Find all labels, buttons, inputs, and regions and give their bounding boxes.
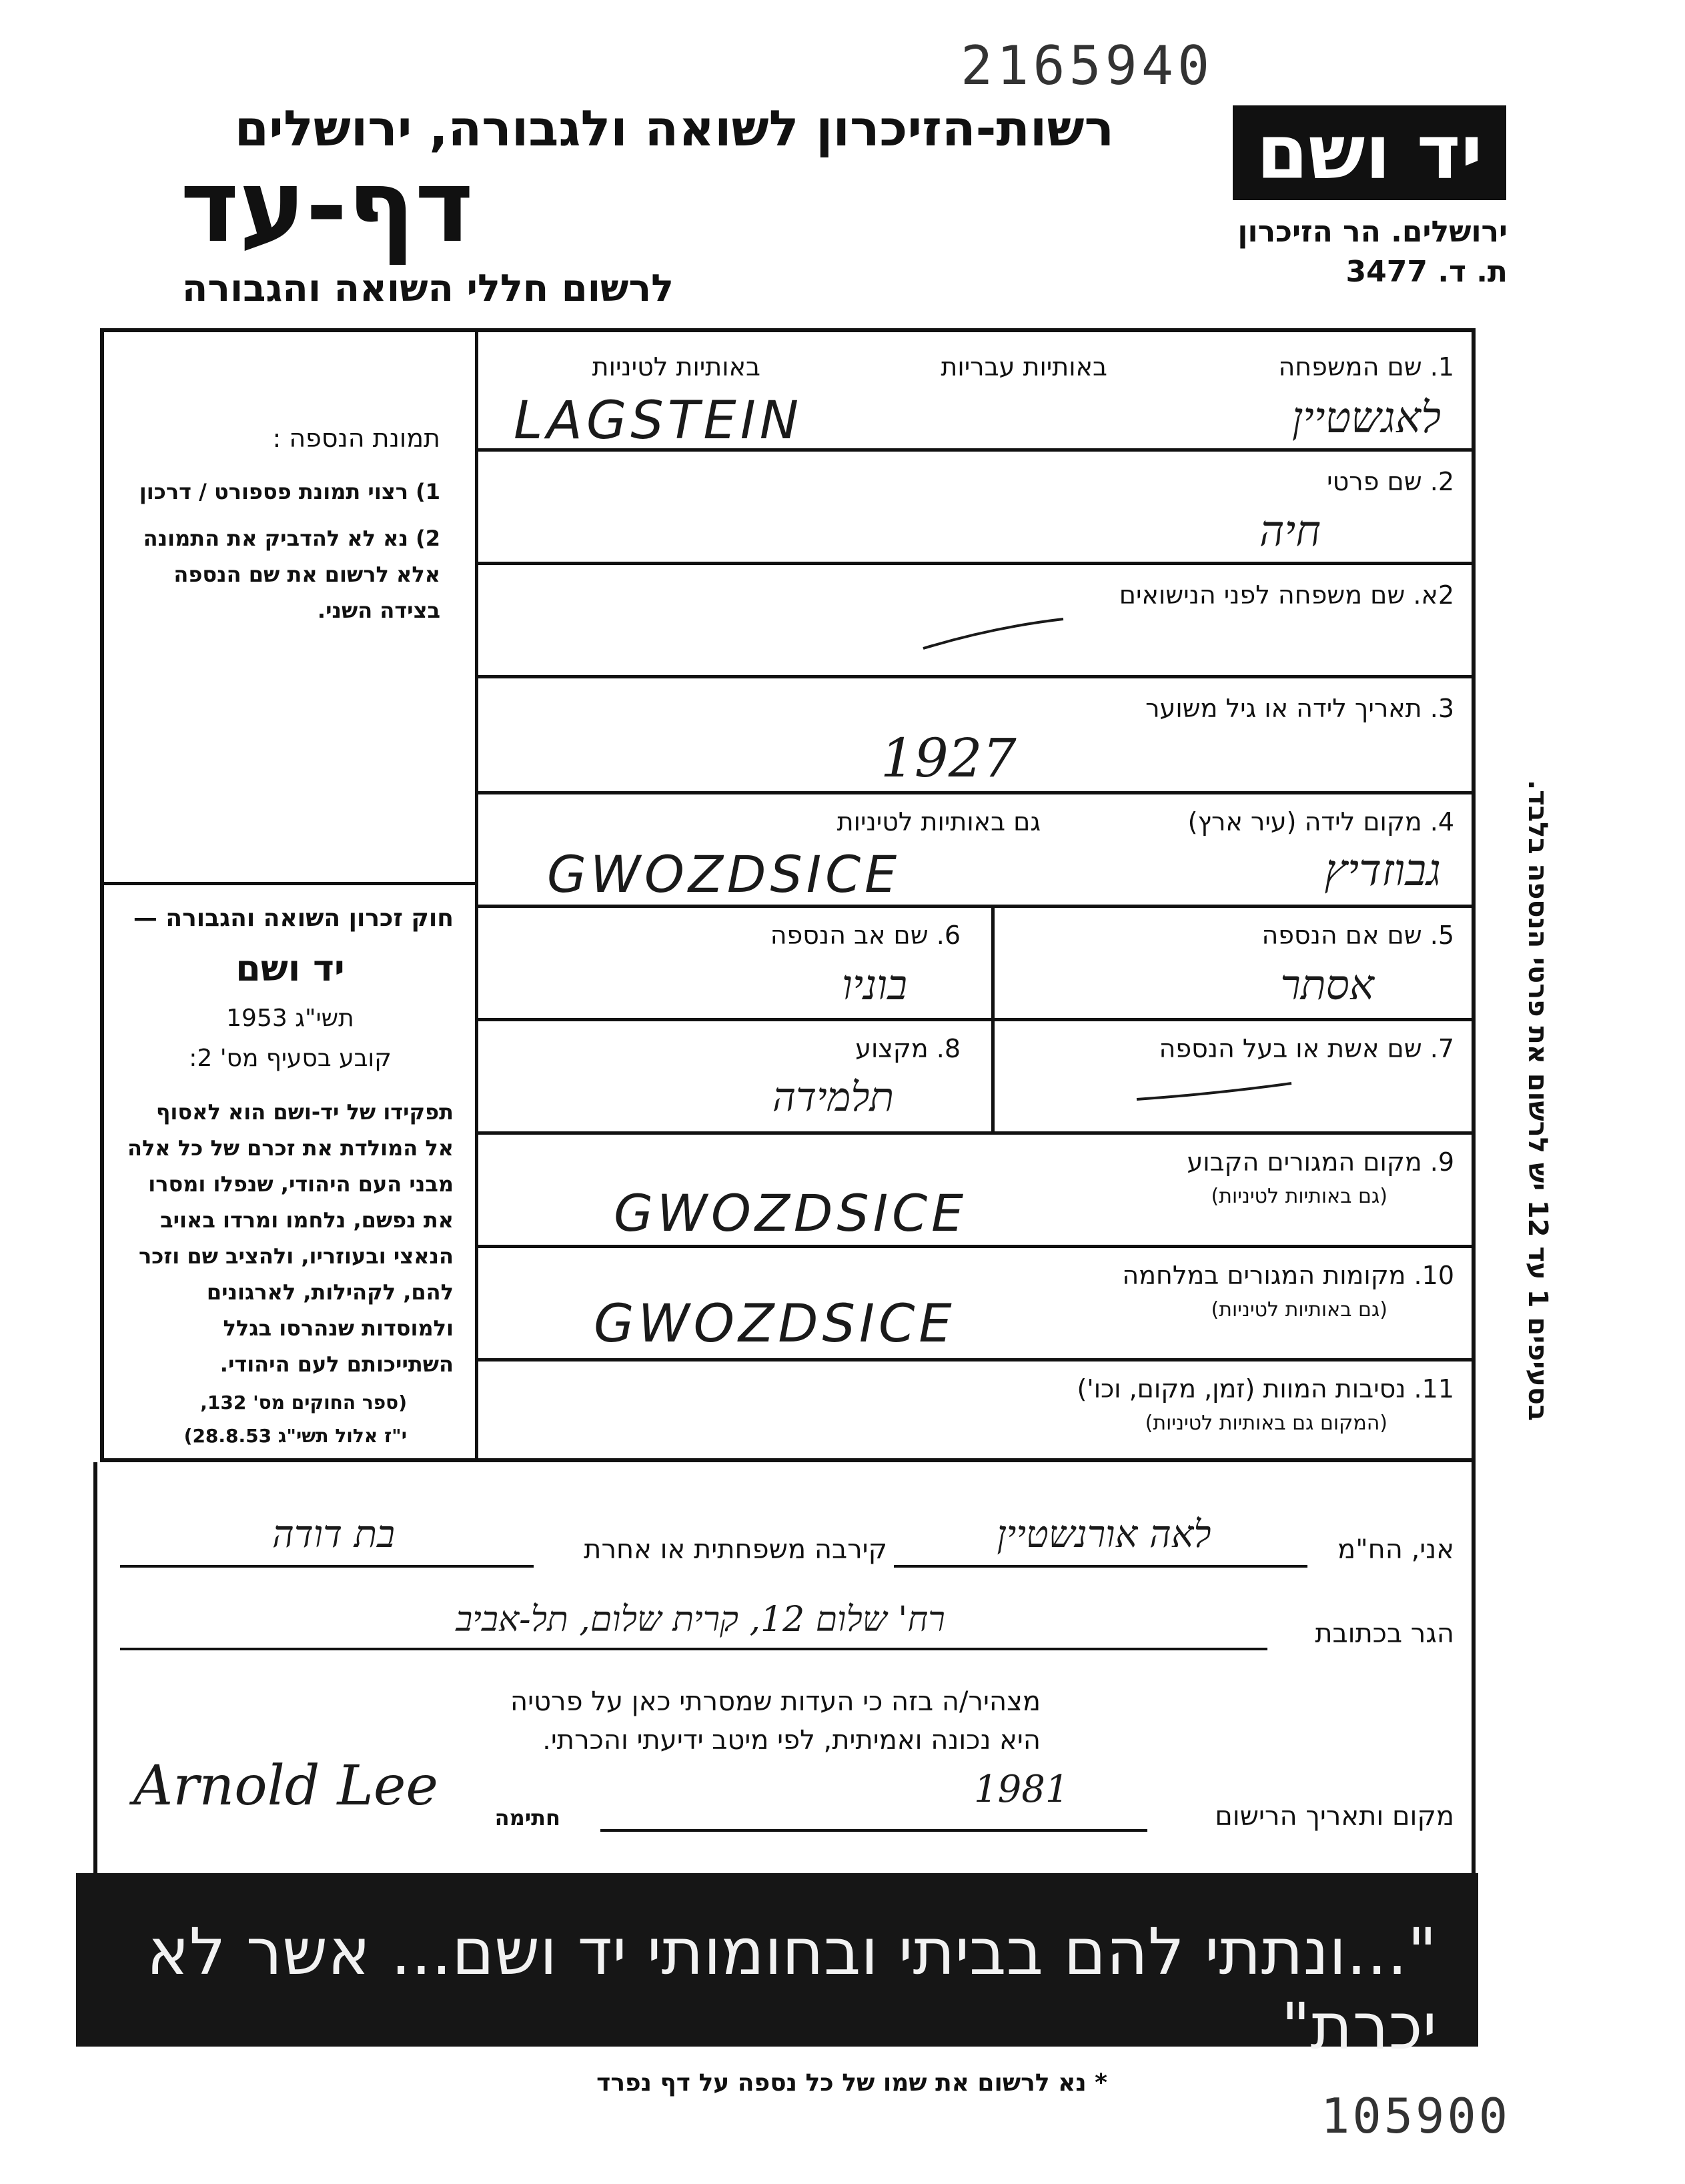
field-1-label: 1. שם המשפחה (1278, 352, 1454, 382)
field-6-value[interactable]: בוניו (841, 961, 907, 1009)
address-line-2: ת. ד. 3477 (1345, 255, 1508, 289)
relation-label: קירבה משפחתית או אחרת (584, 1534, 887, 1565)
field-2a-dash (921, 614, 1067, 654)
yad-vashem-logo: יד ושם (1233, 105, 1506, 200)
organization-title: רשות-הזיכרון לשואה ולגבורה, ירושלים (234, 100, 1114, 157)
sidebar-divider (475, 328, 478, 1462)
law-reference-2: י"ז אלול תשי"ג 28.8.53) (183, 1425, 407, 1447)
field-10-sub: (גם באותיות לטיניות) (1211, 1298, 1387, 1321)
place-date-line (600, 1829, 1147, 1832)
row-divider (475, 1018, 1476, 1021)
relation-line (120, 1565, 534, 1568)
row-divider (475, 791, 1476, 794)
side-instruction: בסעיפים 1 עד 12 יש לרשום את פרטי הנספה בלבד. (1522, 779, 1553, 1421)
serial-number-bottom: 105900 (1321, 2088, 1511, 2144)
sidebar-split (100, 882, 476, 885)
address-value[interactable]: רח' שלום 12, קרית שלום, תל-אביב (456, 1600, 945, 1640)
field-2-value[interactable]: חיה (1259, 507, 1321, 556)
field-2-label: 2. שם פרטי (1327, 467, 1454, 496)
field-8-value[interactable]: תלמידה (772, 1074, 894, 1121)
row-divider (475, 1245, 1476, 1248)
field-9-value[interactable]: GWOZDSICE (614, 1183, 968, 1243)
address-line (120, 1648, 1267, 1650)
statement-line-1: מצהיר/ה בזה כי העדות שמסרתי כאן על פרטיה (510, 1686, 1041, 1717)
place-date-label: מקום ותאריך הרישום (1215, 1801, 1454, 1832)
field-3-label: 3. תאריך לידה או גיל משוער (1145, 694, 1454, 723)
relation-value[interactable]: בת דודה (272, 1513, 395, 1556)
law-reference-1: (ספר החוקים מס' 132, (200, 1392, 407, 1414)
field-5-value[interactable]: אסתר (1280, 961, 1374, 1009)
address-label: הגר בכתובת (1315, 1618, 1454, 1649)
field-6-label: 6. שם אב הנספה (770, 921, 961, 950)
field-4-latin-column: גם באותיות לטיניות (836, 807, 1041, 837)
banner-quote: "...ונתתי להם בביתי ובחומותי יד ושם... אשר לא יכרת" (146, 1915, 1437, 2064)
serial-number-top: 2165940 (961, 35, 1214, 97)
field-7-label: 7. שם אשת או בעל הנספה (1159, 1034, 1454, 1063)
law-year: תשי"ג 1953 (226, 1005, 354, 1032)
field-7-dash (1134, 1079, 1294, 1106)
row-divider (475, 1131, 1476, 1135)
declaration-prefix: אני, הח"מ (1337, 1534, 1454, 1565)
field-3-value[interactable]: 1927 (881, 727, 1017, 789)
photo-note-2: 2) נא לא להדביק את התמונה אלא לרשום את שם הנספה בצידה השני. (143, 526, 440, 623)
field-4-value-latin[interactable]: GWOZDSICE (547, 845, 901, 904)
row-divider (475, 562, 1476, 565)
address-line-1: ירושלים. הר הזיכרון (1237, 215, 1508, 249)
form-title: דף-עד (180, 149, 474, 265)
law-name: יד ושם (235, 947, 345, 989)
photo-note-1: 1) רצוי תמונת פספורט / דרכון (139, 479, 440, 504)
statement-line-2: היא נכונה ואמיתית, לפי מיטב ידיעתי והכרתי. (542, 1725, 1041, 1756)
field-1-value-hebrew[interactable]: לאגשטיין (1291, 394, 1441, 443)
row-divider (475, 1358, 1476, 1361)
field-9-sub: (גם באותיות לטיניות) (1211, 1185, 1387, 1208)
field-2a-label: 2א. שם משפחה לפני הנישואים (1119, 580, 1454, 610)
field-11-label: 11. נסיבות המוות (זמן, מקום, וכו') (1077, 1374, 1454, 1404)
signature-label: חתימה (494, 1805, 560, 1830)
field-8-label: 8. מקצוע (855, 1034, 961, 1063)
field-1-hebrew-column: באותיות עבריות (941, 352, 1107, 382)
field-4-value-hebrew[interactable]: גבוזדיץ (1324, 845, 1441, 896)
law-clause: קובע בסעיף מס' 2: (189, 1045, 392, 1072)
photo-title: תמונת הנספה : (272, 424, 440, 453)
declarant-name-line (894, 1565, 1307, 1568)
form-subtitle: לרשום חללי השואה והגבורה (181, 267, 674, 310)
field-10-label: 10. מקומות המגורים במלחמה (1122, 1261, 1454, 1290)
footnote: * נא לרשום את שמו של כל נספה על דף נפרד (596, 2069, 1107, 2097)
field-4-label: 4. מקום לידה (עיר ארץ) (1187, 807, 1454, 837)
field-9-label: 9. מקום המגורים הקבוע (1187, 1147, 1454, 1177)
column-divider (991, 905, 995, 1131)
law-title: חוק זכרון השואה והגבורה — (133, 905, 454, 932)
field-1-latin-column: באותיות לטיניות (592, 352, 760, 382)
field-10-value[interactable]: GWOZDSICE (594, 1294, 956, 1354)
place-date-value[interactable]: 1981 (974, 1768, 1069, 1811)
declarant-name[interactable]: לאה אורנשטיין (997, 1513, 1211, 1556)
row-divider (475, 675, 1476, 678)
field-1-value-latin[interactable]: LAGSTEIN (514, 391, 803, 451)
row-divider (475, 905, 1476, 908)
law-body: תפקידו של יד-ושם הוא לאסוף אל המולדת את זכרם של כל אלה מבני העם היהודי, שנפלו ומסרו את נפשם, נלחמו ומרדו באויב הנאצי ובעוזריו, ולהציב שם וזכר להם, לקהילות, לארגונים ולמוסדות שנהרסו בגלל השתייכותם לעם היהודי. (127, 1099, 454, 1377)
signature[interactable]: Arnold Lee (133, 1754, 438, 1818)
field-5-label: 5. שם אם הנספה (1261, 921, 1454, 950)
field-11-sub: (המקום גם באותיות לטיניות) (1145, 1412, 1387, 1435)
